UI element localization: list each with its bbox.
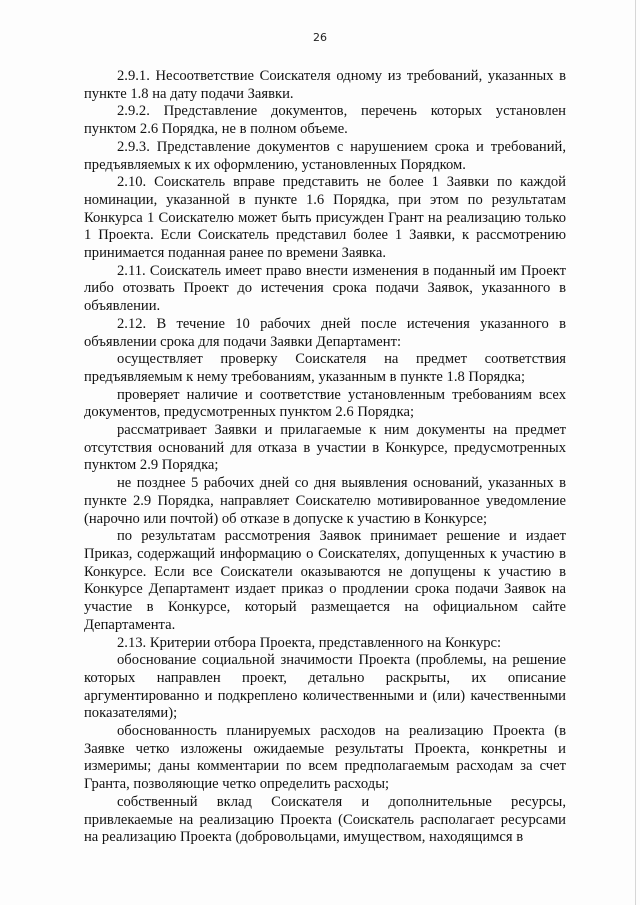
paragraph-2-13-item-1: обоснование социальной значимости Проекта (проблемы, на решение которых направлен проект, детально раскрыты, их описание аргументированно и подкреплено количественными и (или) качественными показателями); — [84, 652, 566, 722]
paragraph-2-9-2: 2.9.2. Представление документов, перечень которых установлен пунктом 2.6 Порядка, не в полном объеме. — [84, 103, 566, 138]
paragraph-2-12-item-1: осуществляет проверку Соискателя на предмет соответствия предъявляемым к нему требованиям, указанным в пункте 1.8 Порядка; — [84, 351, 566, 385]
paragraph-2-13: 2.13. Критерии отбора Проекта, представленного на Конкурс: — [117, 634, 502, 651]
paragraph-2-13-item-2: обоснованность планируемых расходов на реализацию Проекта (в Заявке четко изложены ожидаемые результаты Проекта, конкретны и измеримы; даны комментарии по всем предполагаемым расходам за счет Гранта, позволяющие четко определить расходы; — [84, 723, 566, 793]
paragraph-2-13-item-3: собственный вклад Соискателя и дополнительные ресурсы, привлекаемые на реализацию Проекта (Соискатель располагает ресурсами на реализацию Проекта (добровольцами, имуществом, находящимся в — [84, 793, 566, 846]
page-number: 26 — [313, 31, 327, 44]
paragraph-2-10: 2.10. Соискатель вправе представить не более 1 Заявки по каждой номинации, указанной в пункте 1.6 Порядка, при этом по результатам Конкурса 1 Соискателю может быть присужден Грант на реализацию только 1 Проекта. Если Соискатель представил более 1 Заявки, к рассмотрению принимается поданная ранее по времени Заявка. — [84, 174, 566, 262]
paragraph-2-12-item-4: не позднее 5 рабочих дней со дня выявления оснований, указанных в пункте 2.9 Порядка, направляет Соискателю мотивированное уведомление (нарочно или почтой) об отказе в допуске к участию в Конкурсе; — [84, 475, 566, 527]
paragraph-2-12-item-3: рассматривает Заявки и прилагаемые к ним документы на предмет отсутствия оснований для отказа в участии в Конкурсе, предусмотренных пунктом 2.9 Порядка; — [84, 422, 566, 474]
paragraph-2-11: 2.11. Соискатель имеет право внести изменения в поданный им Проект либо отозвать Проект до истечения срока подачи Заявок, указанного в объявлении. — [84, 262, 566, 315]
document-body — [84, 68, 566, 847]
paragraph-2-12-item-2: проверяет наличие и соответствие установленным требованиям всех документов, предусмотренных пунктом 2.6 Порядка; — [84, 386, 566, 421]
paragraph-2-12: 2.12. В течение 10 рабочих дней после истечения указанного в объявлении срока для подачи Заявки Департамент: — [84, 315, 566, 350]
paragraph-2-9-3: 2.9.3. Представление документов с нарушением срока и требований, предъявляемых к их оформлению, установленных Порядком. — [84, 138, 566, 173]
paragraph-2-9-1: 2.9.1. Несоответствие Соискателя одному из требований, указанных в пункте 1.8 на дату подачи Заявки. — [84, 68, 566, 102]
page-edge — [635, 0, 636, 905]
paragraph-2-12-item-5: по результатам рассмотрения Заявок принимает решение и издает Приказ, содержащий информацию о Соискателях, допущенных к участию в Конкурсе. Если все Соискатели оказываются не допущены к участию в Конкурсе Департамент издает приказ о продлении срока подачи Заявок на участие в Конкурсе, который размещается на официальном сайте Департамента. — [84, 528, 566, 633]
